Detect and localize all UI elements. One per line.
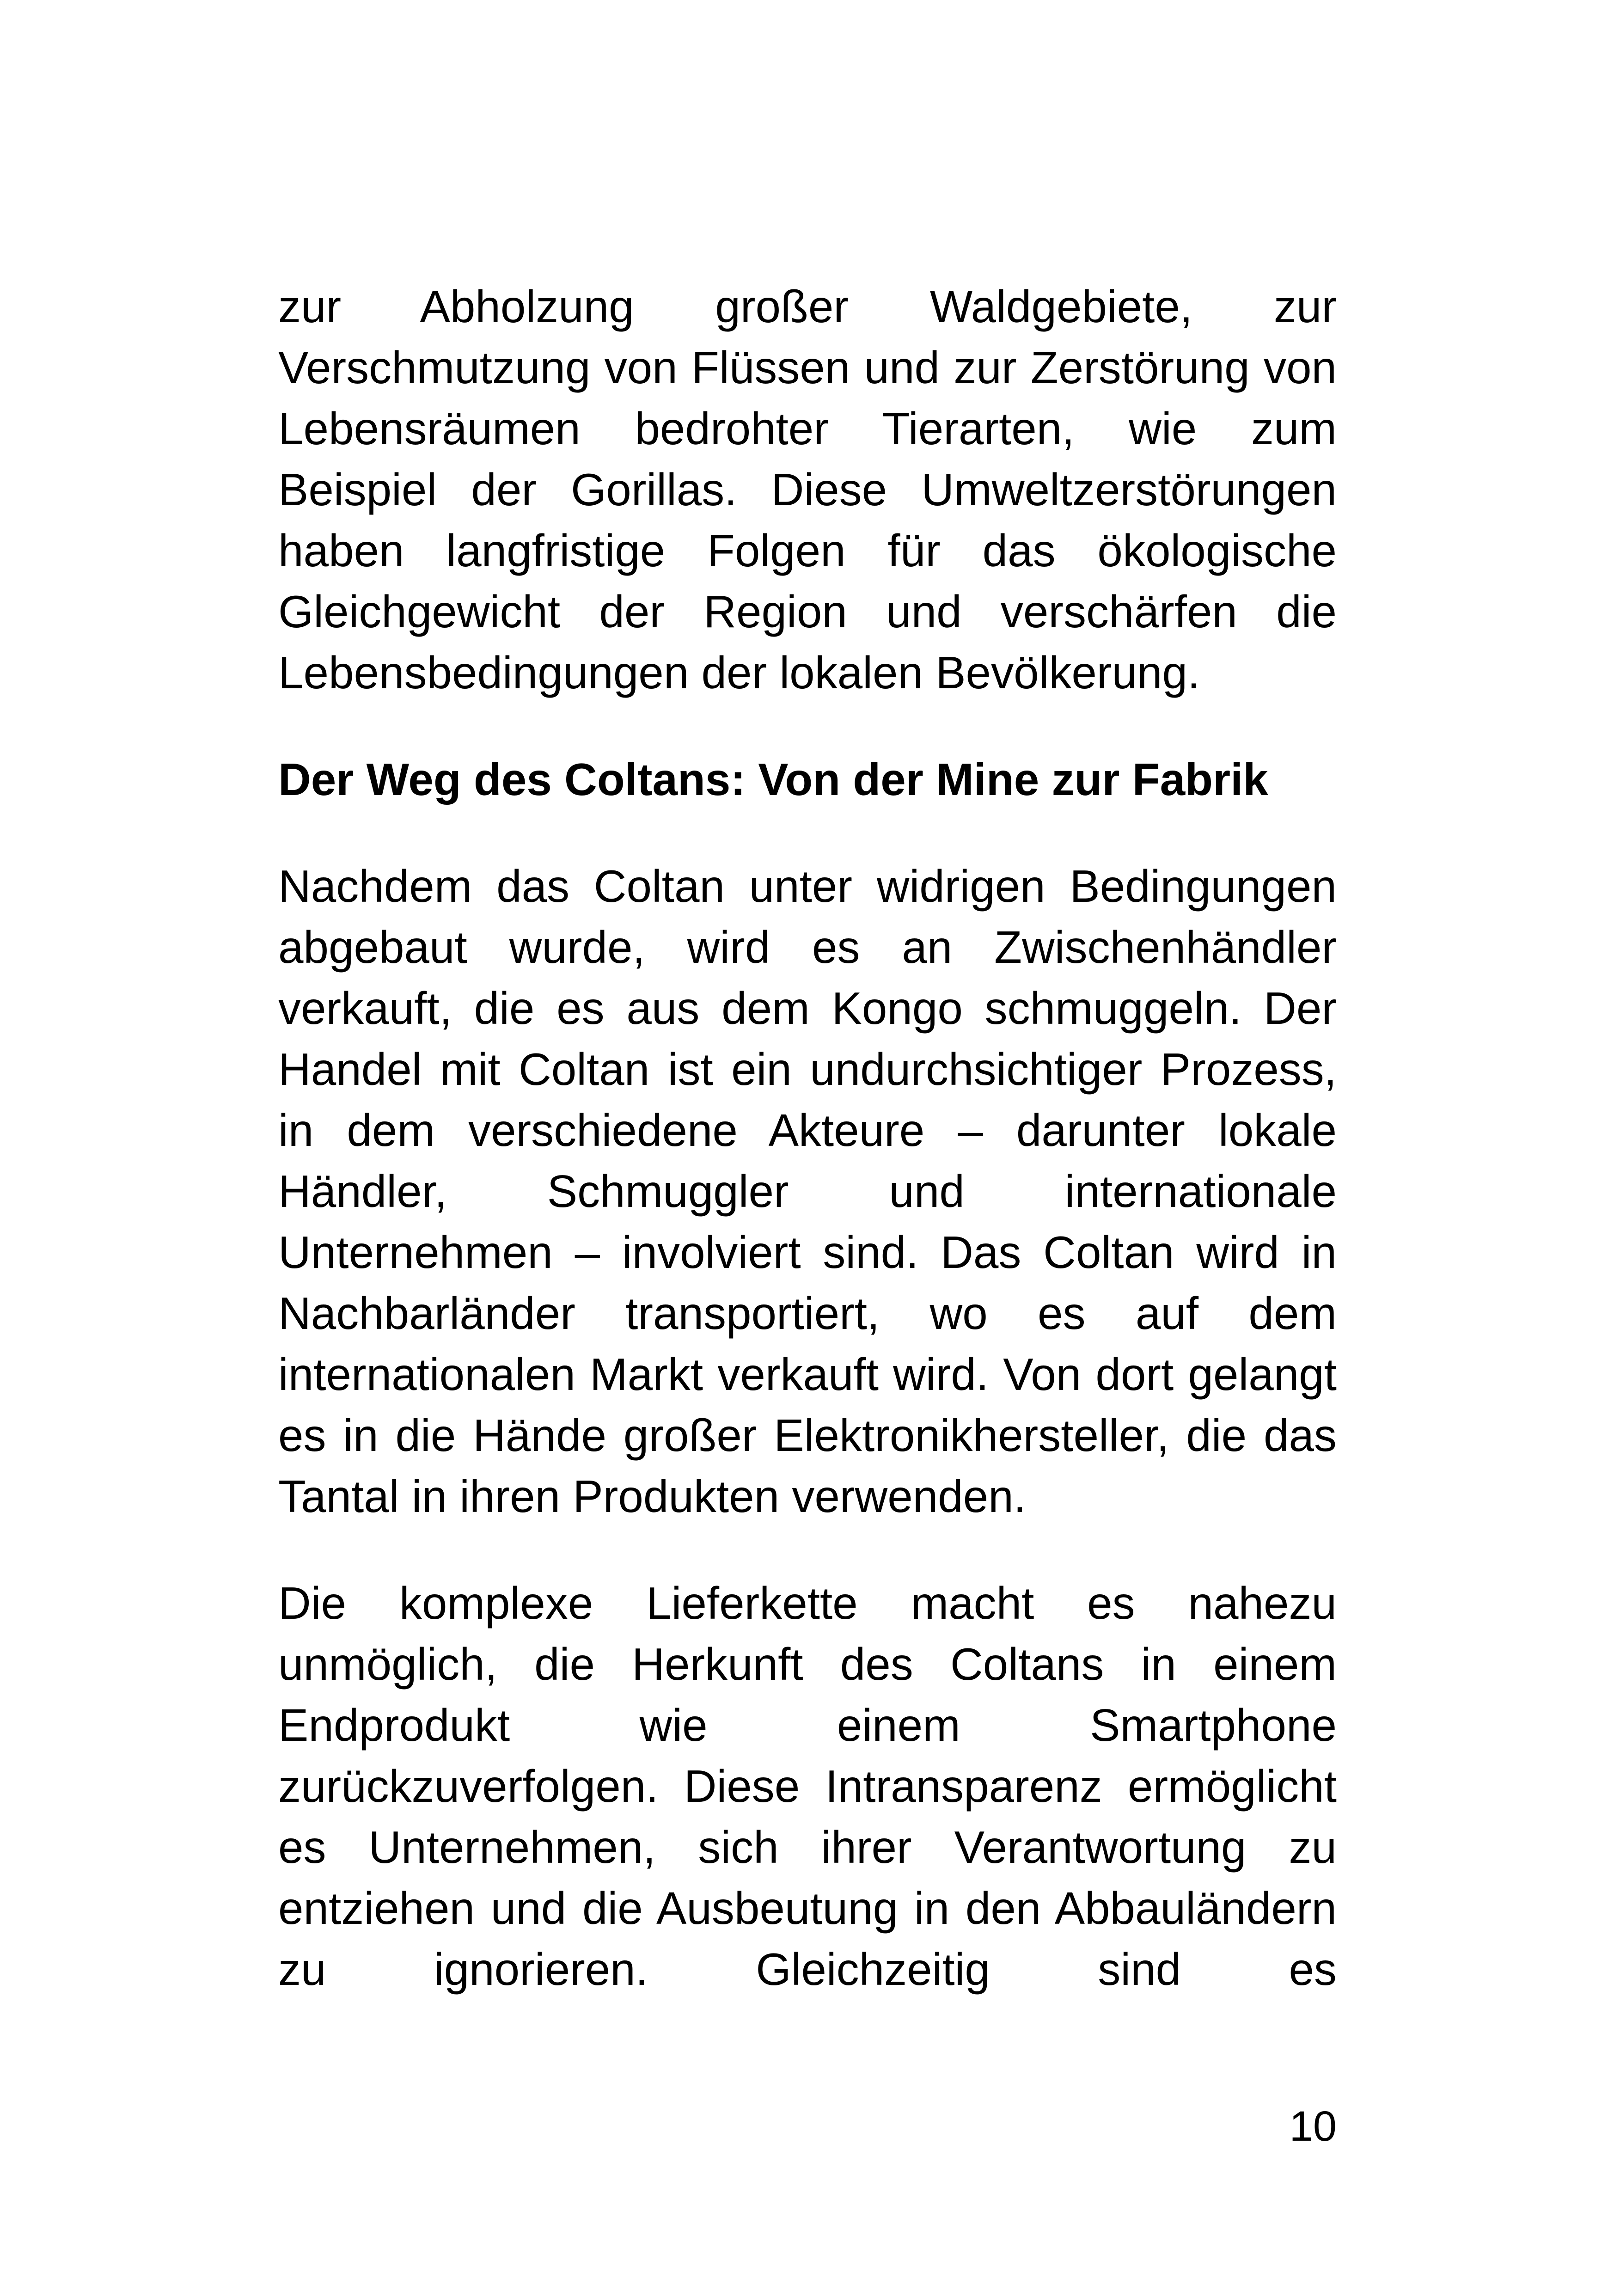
page-number: 10 bbox=[1289, 2103, 1337, 2150]
paragraph-environment: zur Abholzung großer Waldgebiete, zur Verschmutzung von Flüssen und zur Zerstörung von Lebensräumen bedrohter Tierarten, wie zum Beispiel der Gorillas. Diese Umweltzerstörungen haben langfristige Folgen für das ökologische Gleichgewicht der Region und verschärfen die Lebensbedingungen der lokalen Bevölkerung. bbox=[278, 281, 1337, 698]
paragraph-trade-route: Nachdem das Coltan unter widrigen Bedingungen abgebaut wurde, wird es an Zwischenhändler verkauft, die es aus dem Kongo schmuggeln. Der Handel mit Coltan ist ein undurchsichtiger Prozess, in dem verschiedene Akteure – darunter lokale Händler, Schmuggler und internationale Unternehmen – involviert sind. Das Coltan wird in Nachbarländer transportiert, wo es auf dem internationalen Markt verkauft wird. Von dort gelangt es in die Hände großer Elektronikhersteller, die das Tantal in ihren Produkten verwenden. bbox=[278, 861, 1337, 1522]
page-content bbox=[278, 276, 1337, 2000]
section-heading: Der Weg des Coltans: Von der Mine zur Fabrik bbox=[278, 754, 1268, 805]
paragraph-supply-chain: Die komplexe Lieferkette macht es nahezu unmöglich, die Herkunft des Coltans in einem Endprodukt wie einem Smartphone zurückzuverfolgen. Diese Intransparenz ermöglicht es Unternehmen, sich ihrer Verantwortung zu entziehen und die Ausbeutung in den Abbauländern zu ignorieren. Gleichzeitig sind es bbox=[278, 1578, 1337, 1995]
